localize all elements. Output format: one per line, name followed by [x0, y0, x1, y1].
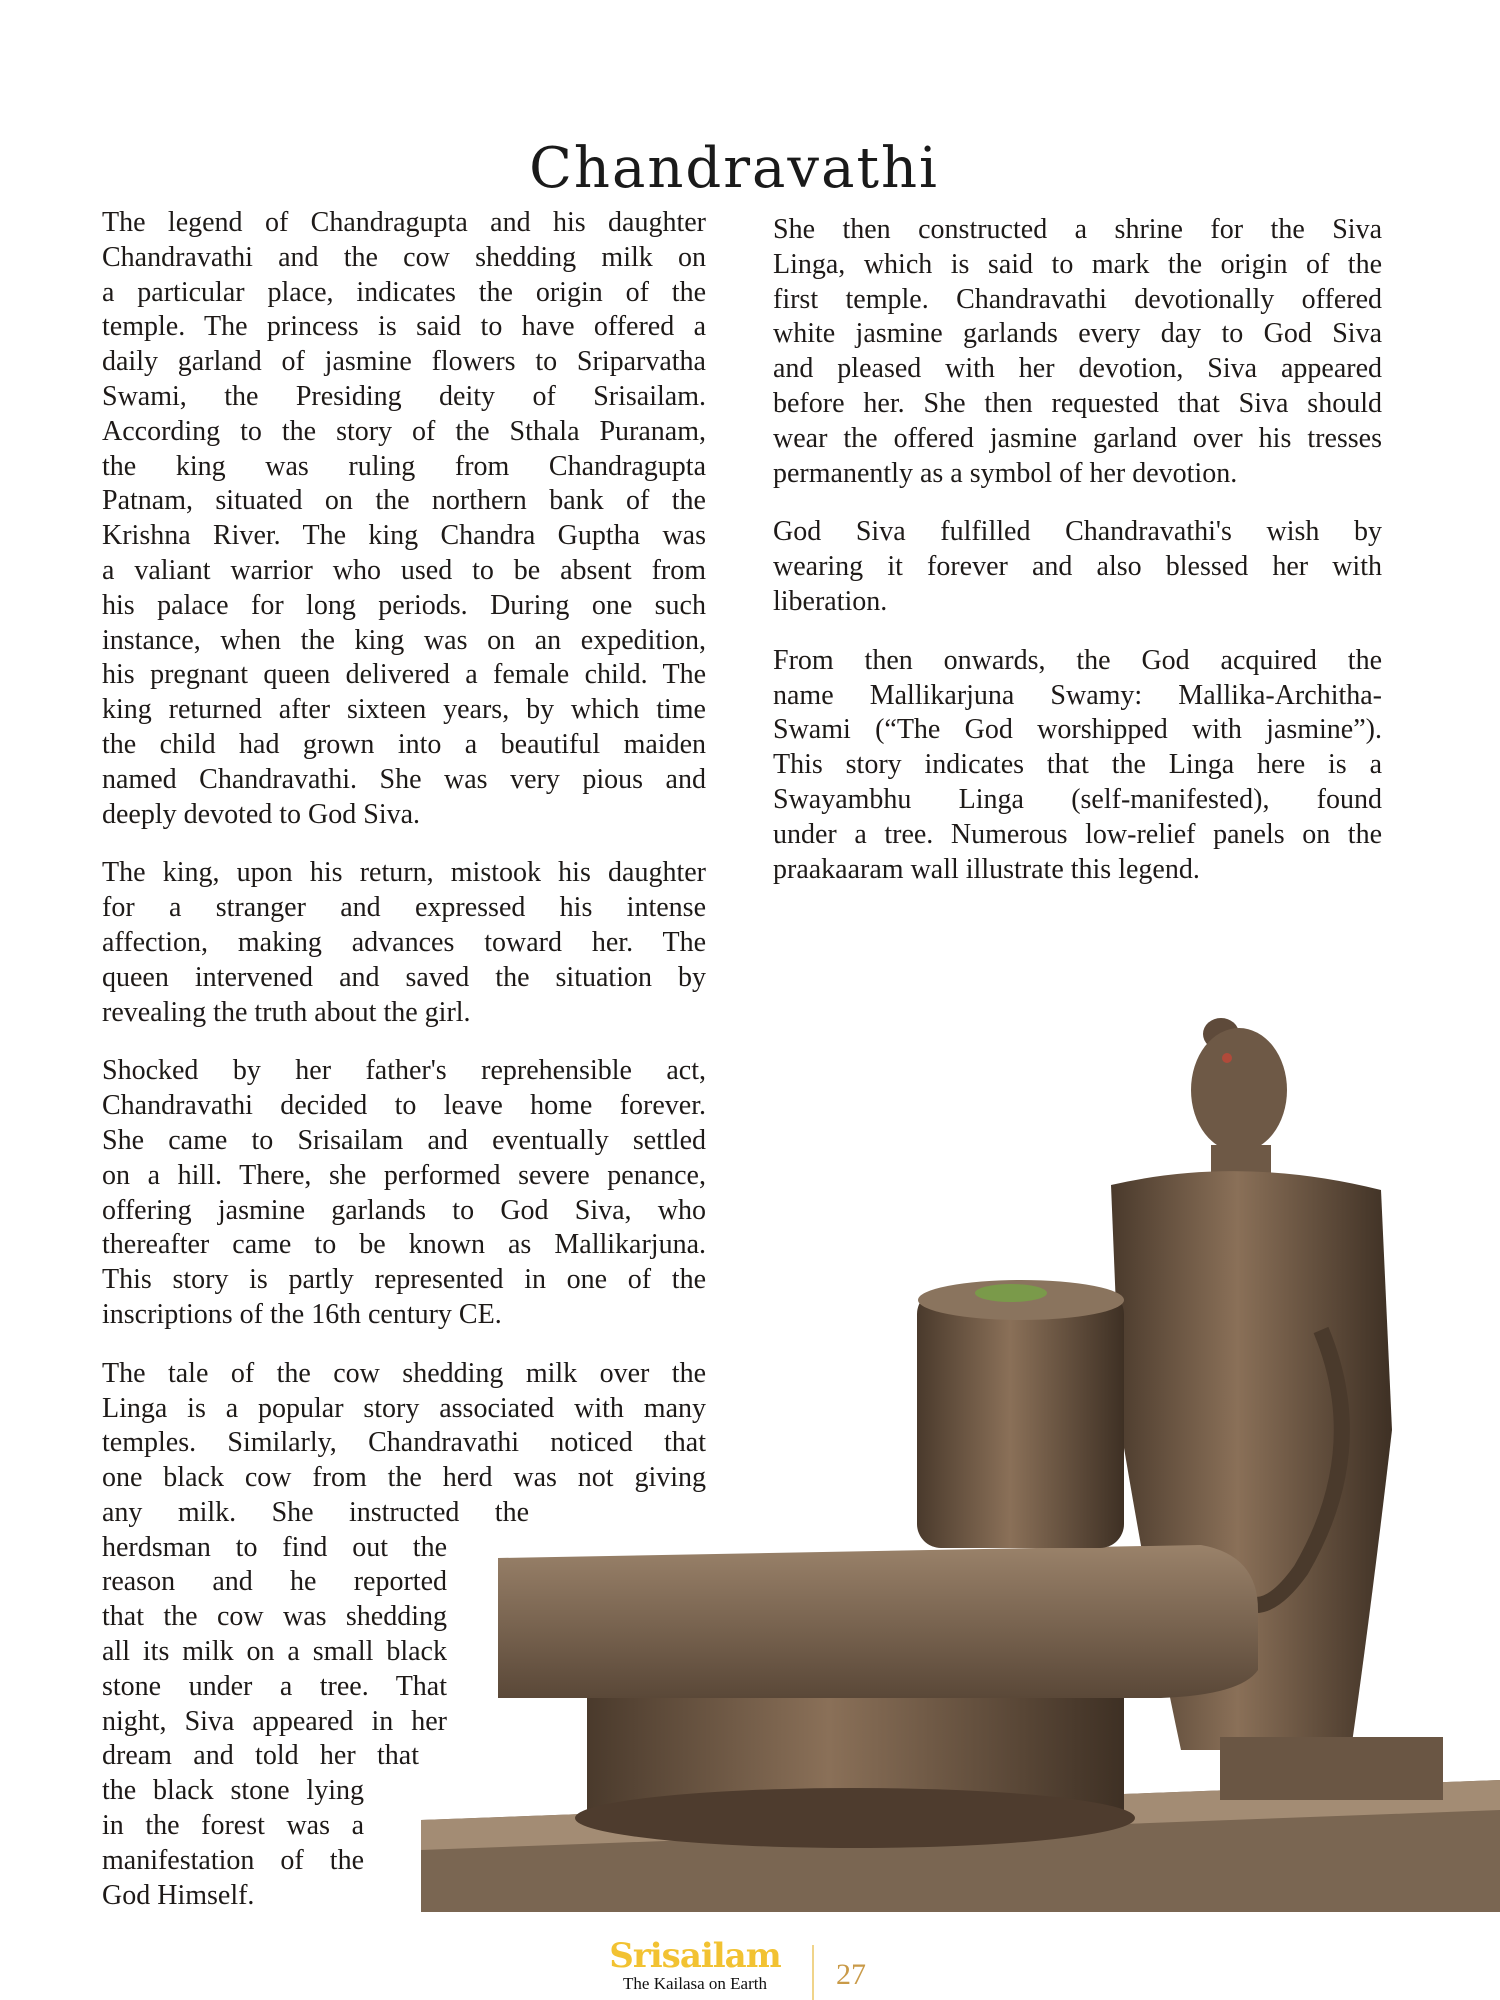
publication-tagline: The Kailasa on Earth: [623, 1974, 767, 1993]
text-line: the child had grown into a beautiful maiden: [102, 728, 706, 760]
text-line: wearing it forever and also blessed her with: [773, 551, 1382, 583]
text-line: king returned after sixteen years, by which time: [102, 694, 706, 726]
text-line: inscriptions of the 16th century CE.: [102, 1298, 502, 1330]
text-line: God Himself.: [102, 1879, 255, 1911]
text-line: Swayambhu Linga (self-manifested), found: [773, 783, 1382, 815]
text-line: under a tree. Numerous low-relief panels on the: [773, 818, 1382, 850]
text-line: white jasmine garlands every day to God Siva: [773, 318, 1382, 350]
text-line: first temple. Chandravathi devotionally offered: [773, 283, 1382, 315]
text-line: his pregnant queen delivered a female child. The: [102, 659, 706, 691]
text-line: queen intervened and saved the situation by: [102, 961, 706, 993]
text-line: Patnam, situated on the northern bank of the: [102, 485, 706, 517]
text-line: his palace for long periods. During one such: [102, 589, 706, 621]
text-line: According to the story of the Sthala Puranam,: [102, 415, 706, 447]
page-title: Chandravathi: [529, 135, 939, 201]
text-line: temples. Similarly, Chandravathi noticed that: [102, 1427, 706, 1459]
text-line: daily garland of jasmine flowers to Sriparvatha: [102, 346, 706, 378]
text-line: Krishna River. The king Chandra Guptha was: [102, 520, 706, 552]
text-line: stone under a tree. That: [102, 1670, 447, 1702]
text-line: revealing the truth about the girl.: [102, 996, 471, 1028]
text-line: wear the offered jasmine garland over his tresses: [773, 422, 1382, 454]
text-line: Chandravathi decided to leave home forever.: [102, 1090, 706, 1122]
footer-brand: [600, 1938, 790, 1994]
paragraph: [102, 856, 706, 1030]
text-line: Linga, which is said to mark the origin of the: [773, 248, 1382, 280]
text-line: name Mallikarjuna Swamy: Mallika-Architha-: [773, 679, 1382, 711]
pedestal: [498, 1545, 1258, 1698]
paragraph: [773, 213, 1382, 491]
text-line: The legend of Chandragupta and his daughter: [102, 207, 706, 238]
text-line: Swami (“The God worshipped with jasmine”).: [773, 714, 1382, 746]
text-line: a particular place, indicates the origin of the: [102, 276, 706, 308]
text-line: She then constructed a shrine for the Siva: [773, 214, 1382, 245]
text-line: permanently as a symbol of her devotion.: [773, 457, 1238, 489]
text-line: instance, when the king was on an expedition,: [102, 624, 706, 656]
text-line: named Chandravathi. She was very pious and: [102, 763, 706, 795]
paragraph: [773, 515, 1382, 619]
text-line: and pleased with her devotion, Siva appeared: [773, 353, 1382, 385]
shiva-linga-and-statue-photo: [421, 1010, 1500, 1912]
text-line: all its milk on a small black: [102, 1636, 447, 1668]
text-line: night, Siva appeared in her: [102, 1705, 447, 1737]
page-number: 27: [836, 1958, 866, 1991]
text-line: one black cow from the herd was not giving: [102, 1462, 706, 1494]
text-line: praakaaram wall illustrate this legend.: [773, 853, 1200, 885]
linga: [917, 1290, 1124, 1548]
text-line: temple. The princess is said to have offered a: [102, 311, 706, 343]
text-line: any milk. She instructed the: [102, 1496, 529, 1528]
text-line: Linga is a popular story associated with many: [102, 1392, 706, 1424]
text-line: The tale of the cow shedding milk over the: [102, 1357, 706, 1389]
text-line: This story indicates that the Linga here is a: [773, 749, 1382, 781]
paragraph: [102, 206, 706, 832]
publication-logo: Srisailam: [609, 1936, 781, 1976]
text-line: for a stranger and expressed his intense: [102, 892, 706, 924]
text-line: on a hill. There, she performed severe penance,: [102, 1159, 706, 1191]
text-line: herdsman to find out the: [102, 1531, 447, 1563]
right-column: [773, 213, 1382, 911]
text-line: in the forest was a: [102, 1810, 364, 1842]
text-line: reason and he reported: [102, 1566, 447, 1598]
text-line: thereafter came to be known as Mallikarjuna.: [102, 1229, 706, 1261]
paragraph: [773, 644, 1382, 888]
text-line: dream and told her that: [102, 1740, 419, 1772]
text-line: This story is partly represented in one of the: [102, 1264, 706, 1296]
text-line: God Siva fulfilled Chandravathi's wish by: [773, 516, 1382, 548]
text-line: liberation.: [773, 585, 888, 617]
text-line: offering jasmine garlands to God Siva, who: [102, 1194, 706, 1226]
text-line: From then onwards, the God acquired the: [773, 644, 1382, 676]
text-line: Chandravathi and the cow shedding milk on: [102, 241, 706, 273]
text-line: Swami, the Presiding deity of Srisailam.: [102, 380, 706, 412]
text-line: the black stone lying: [102, 1775, 364, 1807]
text-line: affection, making advances toward her. The: [102, 926, 706, 958]
text-line: The king, upon his return, mistook his daughter: [102, 857, 706, 889]
text-line: before her. She then requested that Siva should: [773, 387, 1382, 419]
text-line: a valiant warrior who used to be absent from: [102, 554, 706, 586]
text-line: the king was ruling from Chandragupta: [102, 450, 706, 482]
text-line: that the cow was shedding: [102, 1601, 447, 1633]
footer-divider: [812, 1945, 814, 2000]
text-line: deeply devoted to God Siva.: [102, 798, 421, 830]
text-line: Shocked by her father's reprehensible act,: [102, 1055, 706, 1087]
text-line: manifestation of the: [102, 1844, 364, 1876]
text-line: She came to Srisailam and eventually settled: [102, 1124, 706, 1156]
